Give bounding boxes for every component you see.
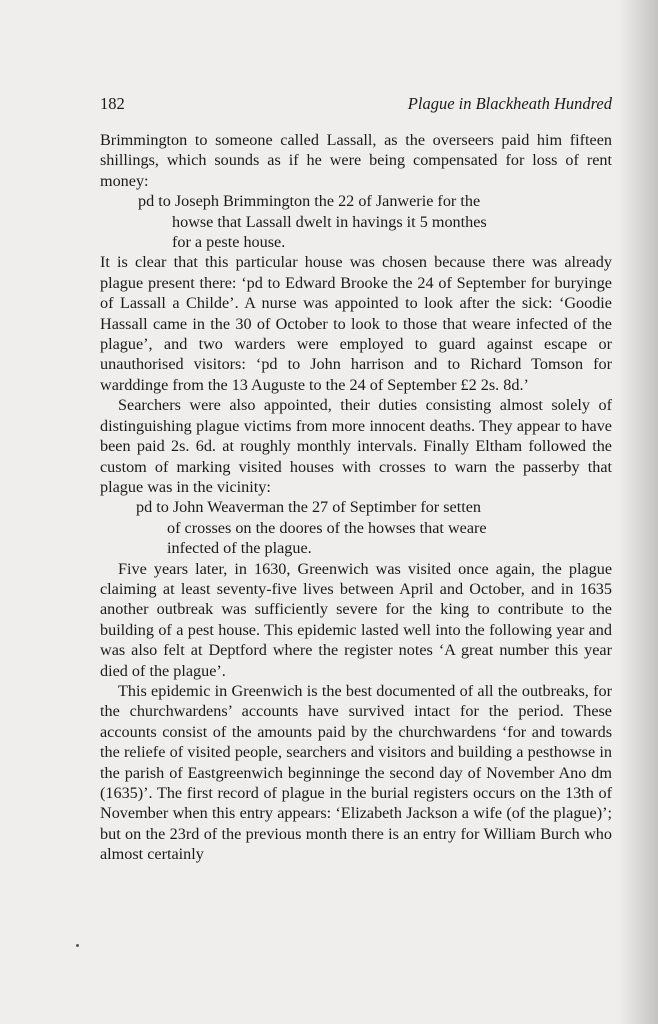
quote-1-line-3: for a peste house. [172,233,286,252]
paragraph-1: Brimmington to someone called Lassall, as the overseers paid him fifteen shillings, which sounds as if he were being compensated for loss of rent money: [100,131,612,190]
paragraph-2: It is clear that this particular house was chosen because there was already plague present there: ‘pd to Edward Brooke the 24 of September for buryinge of Lassall a Childe’. A nurse was appointed to look after the sick: ‘Goodie Hassall came in the 30 of October to look to those that weare infected of the plague’, and two warders were employed to guard against escape or unauthorised visitors: ‘pd to John harrison and to Richard Tomson for warddinge from the 13 Auguste to the 24 of September £2 2s. 8d.’ [100,253,612,394]
page-number: 182 [100,94,125,113]
page-edge-shadow [618,0,658,1024]
page-header [100,94,612,118]
quote-2-line-3: infected of the plague. [167,539,312,558]
body-text [100,130,612,865]
running-head: Plague in Blackheath Hundred [407,94,612,113]
paragraph-4: Five years later, in 1630, Greenwich was visited once again, the plague claiming at least seventy-five lives between April and October, and in 1635 another outbreak was sufficiently severe for the king to contribute to the building of a pest house. This epidemic lasted well into the following year and was also felt at Deptford where the register notes ‘A great number this year died of the plague’. [100,559,612,680]
quote-2-line-2: of crosses on the doores of the howses that weare [167,518,487,537]
ink-speck [76,944,79,947]
quote-2-line-1: pd to John Weaverman the 27 of Septimber for setten [136,498,481,517]
quote-1 [100,191,612,252]
quote-1-line-2: howse that Lassall dwelt in havings it 5 monthes [172,212,487,231]
quote-1-line-1: pd to Joseph Brimmington the 22 of Janwerie for the [138,192,481,211]
quote-2 [100,497,612,558]
paragraph-5: This epidemic in Greenwich is the best documented of all the outbreaks, for the churchwardens’ accounts have survived intact for the period. These accounts consist of the amounts paid by the churchwardens ‘for and towards the reliefe of visited people, searchers and visitors and building a pesthowse in the parish of Eastgreenwich beginninge the second day of November Ano dm (1635)’. The first record of plague in the burial registers occurs on the 13th of November when this entry appears: ‘Elizabeth Jackson a wife (of the plague)’; but on the 23rd of the previous month there is an entry for William Burch who almost certainly [100,681,612,864]
paragraph-3: Searchers were also appointed, their duties consisting almost solely of distinguishing plague victims from more innocent deaths. They appear to have been paid 2s. 6d. at roughly monthly intervals. Finally Eltham followed the custom of marking visited houses with crosses to warn the passerby that plague was in the vicinity: [100,396,612,496]
